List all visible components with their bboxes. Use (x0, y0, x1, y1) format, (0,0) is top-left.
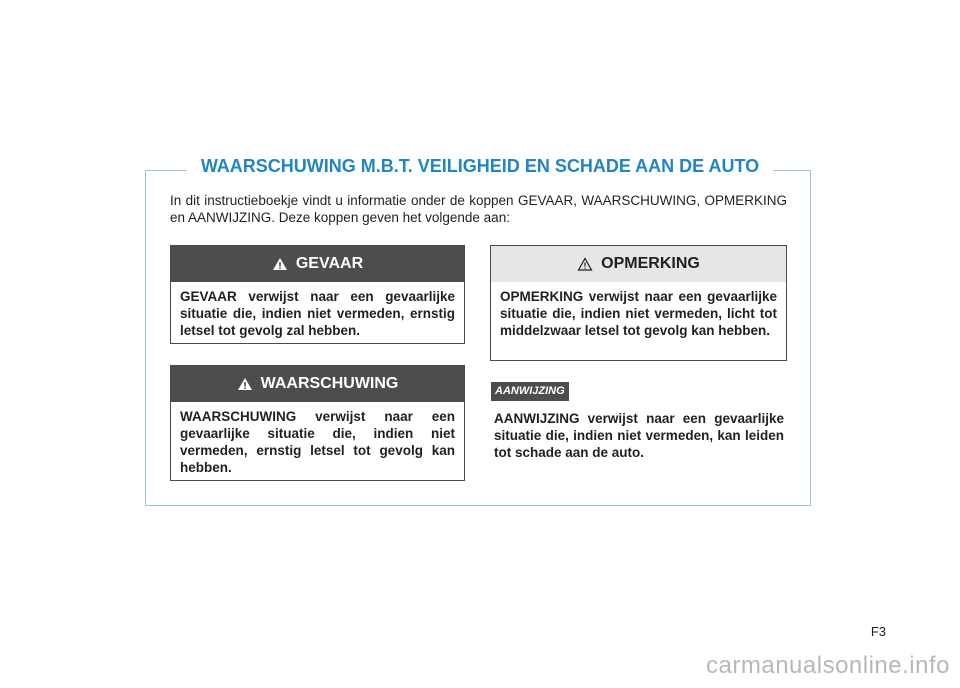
danger-label: GEVAAR (295, 255, 364, 272)
warning-box (170, 365, 465, 481)
notice-badge: AANWIJZING (491, 382, 569, 401)
warning-triangle-outline-icon (577, 257, 593, 271)
danger-text: GEVAAR verwijst naar een gevaarlijke situatie die, indien niet vermeden, ernstig letsel tot gevolg zal hebben. (180, 289, 455, 338)
warning-header (171, 366, 464, 402)
intro-paragraph: In dit instructieboekje vindt u informatie onder de koppen GEVAAR, WAARSCHUWING, OPMERKING en AANWIJZING. Deze koppen geven het volgende aan: (170, 193, 787, 225)
warning-triangle-icon (272, 257, 288, 271)
warning-triangle-icon (237, 377, 253, 391)
caution-text: OPMERKING verwijst naar een gevaarlijke situatie die, indien niet vermeden, licht tot middelzwaar letsel tot gevolg kan hebben. (500, 289, 777, 338)
caution-box (490, 245, 787, 361)
section-title: WAARSCHUWING M.B.T. VEILIGHEID EN SCHADE AAN DE AUTO (0, 156, 960, 177)
watermark: carmanualsonline.info (706, 652, 950, 679)
warning-label: WAARSCHUWING (260, 375, 399, 392)
danger-box (170, 245, 465, 344)
warning-text: WAARSCHUWING verwijst naar een gevaarlijke situatie die, indien niet vermeden, ernstig letsel tot gevolg kan hebben. (180, 409, 455, 475)
page-number: F3 (870, 624, 886, 639)
caution-label: OPMERKING (601, 255, 700, 272)
danger-header (171, 246, 464, 282)
caution-header (491, 246, 786, 282)
notice-text: AANWIJZING verwijst naar een gevaarlijke situatie die, indien niet vermeden, kan leiden tot schade aan de auto. (494, 411, 784, 460)
